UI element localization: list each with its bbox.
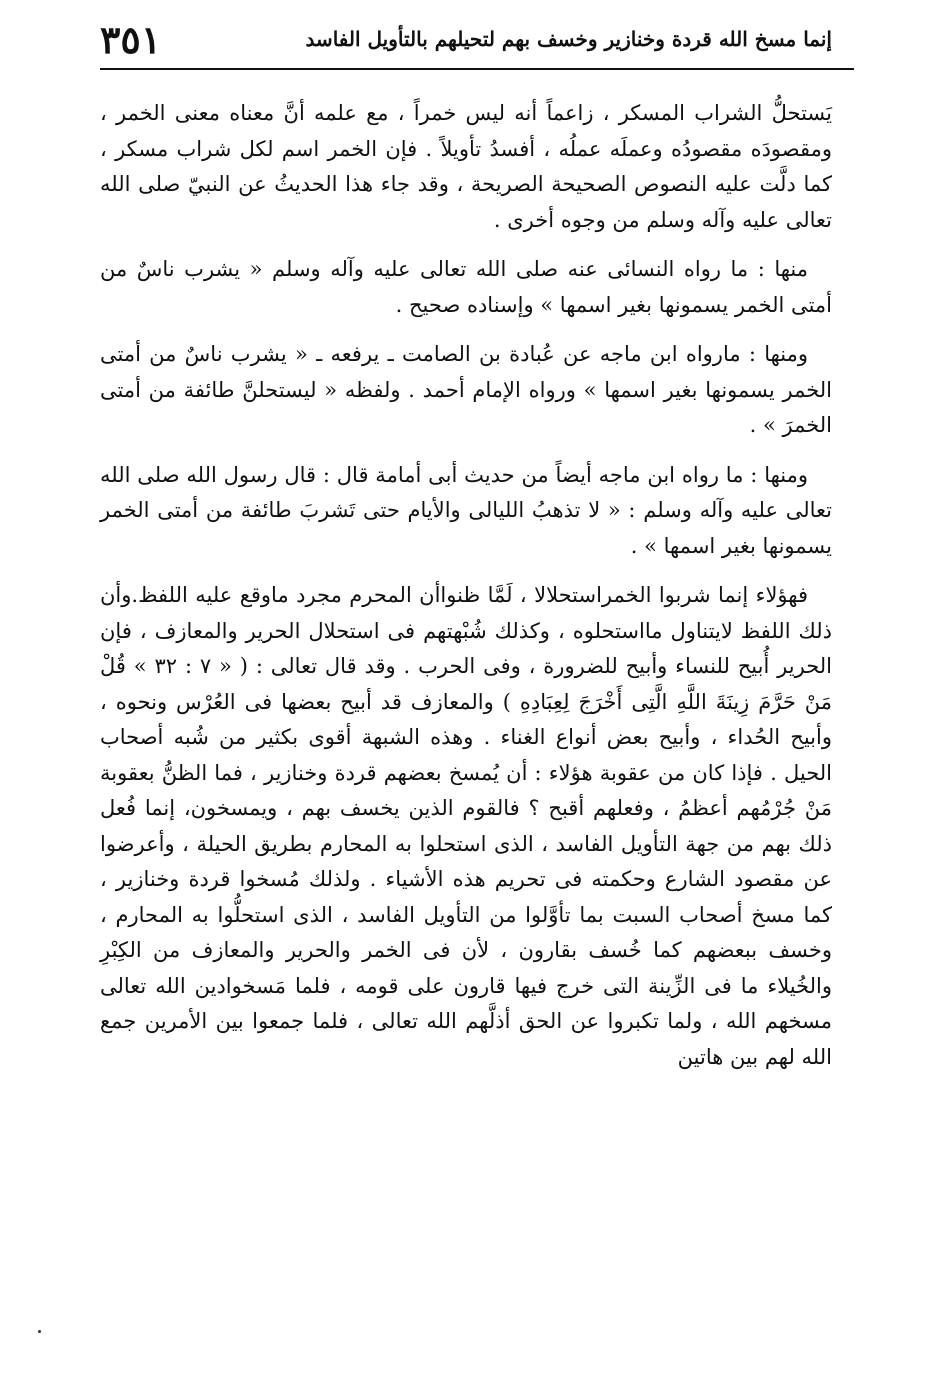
paragraph-4: ومنها : ما رواه ابن ماجه أيضاً من حديث أبى أمامة قال : قال رسول الله صلى الله تعالى عليه وآله وسلم : « لا تذهبُ الليالى والأيام حتى تَشربَ طائفة من أمتى الخمر يسمونها بغير اسمها » . — [100, 462, 832, 558]
header-rule — [100, 68, 854, 70]
paragraph-3: ومنها : مارواه ابن ماجه عن عُبادة بن الصامت ـ يرفعه ـ « يشرب ناسٌ من أمتى الخمر يسمونها بغير اسمها » ورواه الإمام أحمد . ولفظه « ليستحلنَّ طائفة من أمتى الخمرَ » . — [100, 342, 832, 437]
page-body — [100, 96, 832, 1365]
scan-speck — [38, 1330, 41, 1333]
paragraph-5: فهؤلاء إنما شربوا الخمراستحلالا ، لَمَّا ظنواأن المحرم مجرد ماوقع عليه اللفظ.وأن ذلك اللفظ لايتناول مااستحلوه ، وكذلك شُبْهتهم فى استحلال الحرير والمعازف ، فإن الحرير أُبيح للنساء وأبيح للضرورة ، وفى الحرب . وقد قال تعالى : ( « ٧ : ٣٢ » قُلْ مَنْ حَرَّمَ زِينَةَ اللَّهِ الَّتِى أَخْرَجَ لِعِبَادِهِ ) والمعازف قد أبيح بعضها فى العُرْس ونحوه ، وأبيح الحُداء ، وأبيح بعض أنواع الغناء . وهذه الشبهة أقوى بكثير من شُبه أصحاب الحيل . فإذا كان من عقوبة هؤلاء : أن يُمسخ بعضهم قردة وخنازير ، فما الظنُّ بعقوبة مَنْ جُرْمُهم أعظمُ ، وفعلهم أقبح ؟ فالقوم الذين يخسف بهم ، ويمسخون، إنما فُعل ذلك بهم من جهة التأويل الفاسد ، الذى استحلوا به المحارم بطريق الحيلة ، وأعرضوا عن مقصود الشارع وحكمته فى تحريم هذه الأشياء . ولذلك مُسخوا قردة وخنازير ، كما مسخ أصحاب السبت بما تأوَّلوا من التأويل الفاسد ، الذى استحلُّوا به المحارم ، وخسف ببعضهم كما خُسف بقارون ، لأن فى الخمر والحرير والمعازف من الكِبْرِ والخُيلاء ما فى الزِّينة التى خرج فيها قارون على قومه ، فلما مَسخوادين الله تعالى مسخهم الله ، ولما تكبروا عن الحق أذلَّهم الله تعالى ، فلما جمعوا بين الأمرين جمع الله لهم بين هاتين — [100, 583, 832, 1069]
paragraph-2: منها : ما رواه النسائى عنه صلى الله تعالى عليه وآله وسلم « يشرب ناسٌ من أمتى الخمر يسمونها بغير اسمها » وإسناده صحيح . — [100, 257, 832, 317]
page-number: ٣٥١ — [100, 16, 162, 62]
paragraph-1: يَستحلُّ الشراب المسكر ، زاعماً أنه ليس خمراً ، مع علمه أنَّ معناه معنى الخمر ، ومقصودَه مقصودُه وعملَه عملُه ، أفسدُ تأويلاً . فإن الخمر اسم لكل شراب مسكر ، كما دلَّت عليه النصوص الصحيحة الصريحة ، وقد جاء هذا الحديثُ عن النبيّ صلى الله تعالى عليه وآله وسلم من وجوه أخرى . — [100, 101, 832, 232]
page-header — [100, 14, 832, 64]
running-title: إنما مسخ الله قردة وخنازير وخسف بهم لتحيلهم بالتأويل الفاسد — [305, 27, 832, 51]
